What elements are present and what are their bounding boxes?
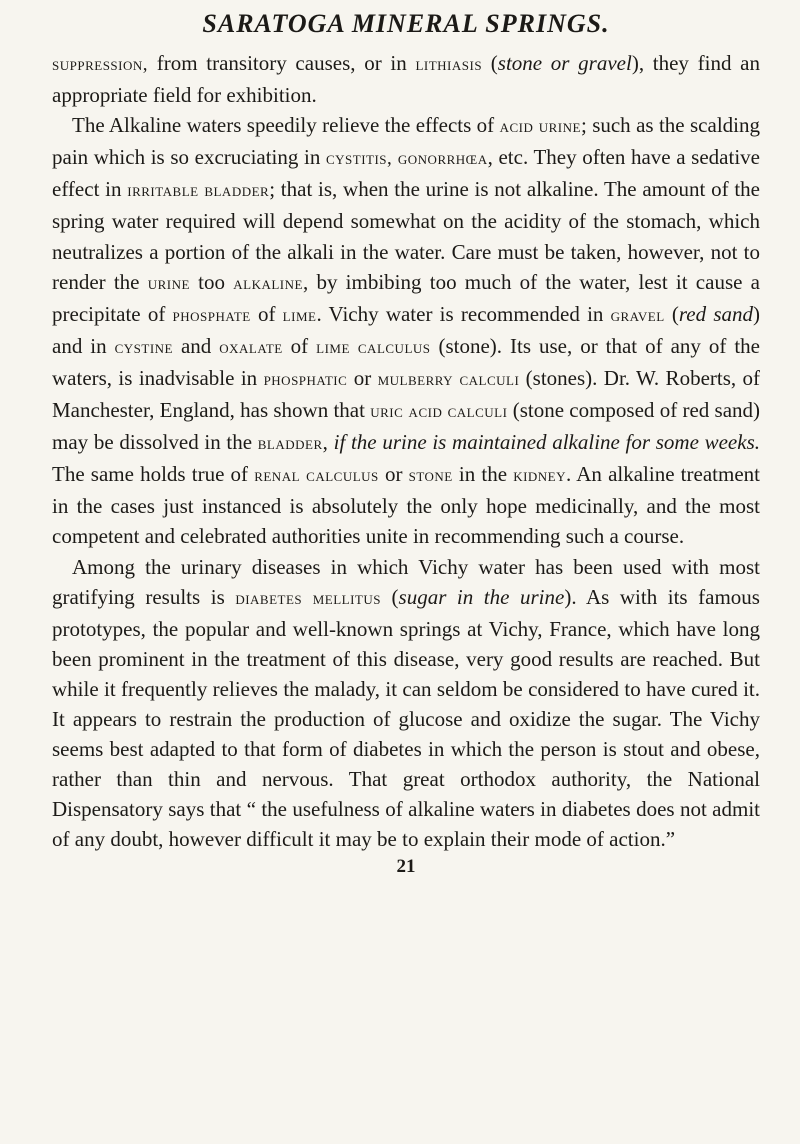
italic-text: sugar in the urine (398, 584, 565, 609)
small-caps-term: lime (282, 304, 317, 326)
text-run: from transitory causes, or in (148, 51, 416, 75)
text-run: of (282, 333, 317, 358)
text-run: (stone composed of red sand) may be dissolved in the (52, 398, 761, 455)
small-caps-term: gravel (610, 304, 665, 326)
text-run: ). As with its famous prototypes, the popular and well-known springs at Vichy, France, which have long been prominent in the treatment of this disease, very good results are reached. But while it frequently relieves the malady, it can seldom be considered to have cured it. It appears to restrain the production of glucose and oxidize the sugar. The Vichy seems best adapted to that form of diabetes in which the person is stout and obese, rather than thin and nervous. That great orthodox authority, the National Dispensatory says that “ the usefulness of alkaline waters in diabetes does not admit of any doubt, however difficult it may be to explain their mode of action.” (52, 584, 760, 852)
italic-text: if the urine is maintained alkaline for some weeks. (333, 430, 760, 455)
small-caps-term: diabetes mellitus (235, 587, 381, 609)
small-caps-term: cystine (114, 336, 173, 358)
small-caps-term: phosphatic (263, 368, 348, 390)
small-caps-term: uric acid calculi (370, 401, 508, 423)
page-number: 21 (396, 856, 416, 878)
text-run: . Vichy water is recommended in (316, 301, 611, 326)
small-caps-term: alkaline (233, 272, 303, 294)
small-caps-term: acid urine (499, 116, 581, 138)
text-run: ( (380, 584, 399, 609)
text-run: , by imbibing too much of the water, lest it cause a precipitate of (52, 269, 760, 326)
text-run: . An alkaline treatment in the cases just instanced is absolutely the only hope medicinally, and the most competent and celebrated authorities unite in recommending such a course. (52, 462, 760, 549)
text-run: and (173, 333, 220, 358)
small-caps-term: irritable bladder (127, 180, 270, 202)
running-head: SARATOGA MINERAL SPRINGS. (202, 9, 610, 38)
text-run: too (189, 269, 234, 294)
paragraph (52, 552, 760, 855)
small-caps-term: lime calculus (316, 336, 431, 358)
small-caps-term: suppression, (52, 54, 149, 75)
text-run: ) and in (52, 301, 760, 358)
small-caps-term: kidney (513, 465, 567, 487)
text-run: ), they find an appropriate field for exhibition. (52, 51, 760, 108)
text-run: (stone). Its use, or that of any of the waters, is inadvisable in (52, 333, 760, 390)
text-run: of (250, 301, 283, 326)
small-caps-term: renal calculus (254, 465, 379, 487)
paragraph (52, 110, 760, 551)
paragraph (52, 48, 760, 110)
small-caps-term: cystitis, gonorrhœa (325, 148, 488, 170)
italic-text: stone or gravel (497, 51, 632, 75)
text-run: (stones). Dr. W. Roberts, of Manchester, England, has shown that (52, 365, 761, 423)
text-run: ; that is, when the urine is not alkaline. The amount of the spring water required will depend somewhat on the acidity of the stomach, which neutralizes a portion of the alkali in the water. Care must be taken, however, not to render the (52, 177, 760, 294)
small-caps-term: urine (147, 272, 190, 294)
italic-text: red sand (678, 301, 753, 326)
small-caps-term: mulberry calculi (377, 368, 520, 390)
small-caps-term: phosphate (172, 304, 251, 326)
text-run: The Alkaline waters speedily relieve the effects of (72, 113, 500, 138)
text-run: or (347, 365, 378, 390)
text-run: , (322, 430, 334, 455)
text-run: in the (452, 462, 514, 487)
small-caps-term: bladder (257, 433, 323, 455)
text-run: , etc. They often have a sedative effect in (52, 145, 760, 202)
text-run: The same holds true of (52, 462, 255, 487)
small-caps-term: stone (408, 465, 453, 487)
small-caps-term: lithiasis (415, 54, 483, 75)
text-run: or (378, 462, 409, 487)
small-caps-term: oxalate (219, 336, 283, 358)
body-text (52, 48, 760, 854)
text-run: ; such as the scalding pain which is so excruciating in (52, 113, 760, 170)
text-run: ( (664, 301, 679, 326)
text-run: ( (482, 51, 498, 75)
text-run: Among the urinary diseases in which Vichy water has been used with most gratifying results is (52, 554, 760, 609)
